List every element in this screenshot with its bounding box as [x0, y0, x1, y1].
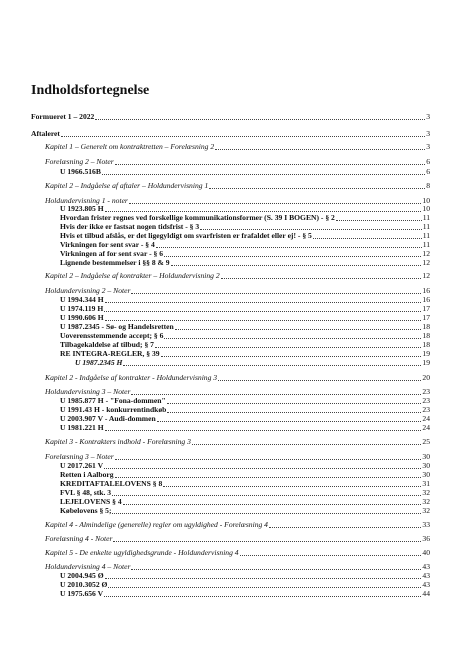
toc-entry-title: Holdundervisning 3 – Noter	[45, 387, 131, 396]
toc-entry-title: U 2017.261 V	[60, 461, 104, 470]
toc-entry-title: U 1994.344 H	[60, 295, 104, 304]
dot-leader	[200, 227, 422, 230]
toc-entry-title: U 2004.945 Ø	[60, 571, 104, 580]
toc-entry-title: Kapitel 5 - De enkelte ugyldighedsgrunde - Holdundervisning 4	[45, 548, 239, 557]
toc-entry-page-number: 43	[422, 580, 430, 589]
dot-leader	[215, 147, 425, 150]
toc-entry-title: Holdundervisning 1 - noter	[45, 196, 128, 205]
toc-entry-page-number: 30	[422, 452, 430, 461]
dot-leader	[218, 378, 421, 381]
toc-entry-title: Kapitel 2 - Indgåelse af kontrakter - Holdundervisning 3	[45, 373, 218, 382]
toc-entry-title: U 1991.43 H - konkurrentindkøb	[60, 405, 167, 414]
toc-entry-page-number: 17	[422, 304, 430, 313]
dot-leader	[102, 172, 425, 175]
dot-leader	[171, 263, 422, 266]
dot-leader	[192, 442, 422, 445]
toc-entry[interactable]	[45, 157, 430, 167]
toc-entry-page-number: 24	[422, 423, 430, 432]
toc-entry-page-number: 23	[422, 396, 430, 405]
toc-entry-title: LEJELOVENS § 4	[60, 497, 122, 506]
toc-entry-page-number: 18	[422, 340, 430, 349]
dot-leader	[164, 336, 421, 339]
dot-leader	[105, 576, 422, 579]
toc-entry-title: Retten i Aalborg	[60, 470, 114, 479]
toc-entry[interactable]	[45, 271, 430, 281]
toc-entry-page-number: 23	[422, 387, 430, 396]
toc-entry-title: Uoverensstemmende accept; § 6	[60, 331, 164, 340]
toc-entry-title: U 2010.3052 Ø	[60, 580, 108, 589]
dot-leader	[167, 410, 421, 413]
toc-entry-title: Lignende bestemmelser i §§ 8 & 9	[60, 258, 170, 267]
toc-entry-page-number: 3	[426, 142, 430, 151]
toc-entry-title: U 1923.805 H	[60, 204, 104, 213]
dot-leader	[175, 327, 422, 330]
toc-entry-page-number: 40	[422, 548, 430, 557]
dot-leader	[131, 392, 421, 395]
toc-entry[interactable]	[45, 534, 430, 544]
toc-entry[interactable]	[60, 506, 430, 516]
toc-entry-page-number: 11	[422, 213, 430, 222]
toc-entry-page-number: 17	[422, 313, 430, 322]
toc-entry-title: Kapitel 2 – Indgåelse af aftaler – Holdundervisning 1	[45, 181, 209, 190]
dot-leader	[104, 594, 421, 597]
toc-entry-title: U 1987.2345 - Sø- og Handelsretten	[60, 322, 174, 331]
toc-entry-title: Forelæsning 2 – Noter	[45, 157, 114, 166]
toc-entry-title: Hvordan frister regnes ved forskellige kommunikationsformer (S. 39 I BOGEN) - § 2	[60, 213, 335, 222]
dot-leader	[131, 291, 421, 294]
toc-entry-page-number: 10	[422, 204, 430, 213]
toc-entry-page-number: 6	[426, 167, 430, 176]
toc-entry-page-number: 11	[422, 222, 430, 231]
dot-leader	[209, 186, 425, 189]
toc-entry-page-number: 6	[426, 157, 430, 166]
toc-entry[interactable]	[45, 373, 430, 383]
toc-entry-title: Forelæsning 4 - Noter	[45, 534, 113, 543]
toc-entry-page-number: 20	[422, 373, 430, 382]
toc-heading: Indholdsfortegnelse	[31, 83, 150, 98]
toc-entry-title: Holdundervisning 2 – Noter	[45, 286, 131, 295]
toc-entry-title: RE INTEGRA-REGLER, § 39	[60, 349, 160, 358]
toc-entry-title: Virkningen for sent svar - § 4	[60, 240, 155, 249]
dot-leader	[105, 428, 422, 431]
toc-entry[interactable]	[31, 112, 430, 122]
toc-entry[interactable]	[60, 589, 430, 599]
toc-entry[interactable]	[45, 520, 430, 530]
toc-entry-page-number: 18	[422, 331, 430, 340]
toc-entry-page-number: 32	[422, 506, 430, 515]
dot-leader	[104, 466, 421, 469]
toc-entry-title: Kapitel 3 - Kontrakters indhold - Forelæsning 3	[45, 437, 191, 446]
dot-leader	[112, 493, 421, 496]
dot-leader	[163, 484, 421, 487]
toc-entry-title: Virkningen af for sent svar - § 6	[60, 249, 164, 258]
toc-entry[interactable]	[45, 548, 430, 558]
toc-entry-title: U 2003.907 V - Audi-dommen	[60, 414, 156, 423]
toc-entry-page-number: 30	[422, 470, 430, 479]
toc-entry-title: Aftaleret	[31, 129, 60, 138]
dot-leader	[156, 245, 422, 248]
dot-leader	[164, 254, 421, 257]
toc-entry-title: Tilbagekaldelse af tilbud; § 7	[60, 340, 154, 349]
toc-entry-title: U 1985.877 H - "Fona-dommen"	[60, 396, 166, 405]
toc-entry-title: FVL § 48, stk. 3	[60, 488, 112, 497]
dot-leader	[123, 363, 421, 366]
toc-entry[interactable]	[45, 181, 430, 191]
toc-entry-page-number: 24	[422, 414, 430, 423]
dot-leader	[108, 585, 421, 588]
toc-entry-page-number: 12	[422, 258, 430, 267]
dot-leader	[167, 401, 422, 404]
toc-entry-page-number: 3	[426, 112, 430, 121]
toc-entry[interactable]	[45, 142, 430, 152]
dot-leader	[336, 218, 422, 221]
dot-leader	[313, 236, 422, 239]
toc-entry[interactable]	[60, 423, 430, 433]
toc-entry-title: KREDITAFTALELOVENS § 8	[60, 479, 163, 488]
dot-leader	[115, 457, 422, 460]
dot-leader	[105, 318, 422, 321]
toc-entry-page-number: 25	[422, 437, 430, 446]
dot-leader	[131, 567, 421, 570]
toc-entry-title: Kapitel 4 - Almindelige (generelle) regler om ugyldighed - Forelæsning 4	[45, 520, 268, 529]
toc-entry[interactable]	[45, 437, 430, 447]
toc-entry-page-number: 32	[422, 497, 430, 506]
dot-leader	[221, 276, 422, 279]
dot-leader	[113, 539, 421, 542]
toc-entry-title: Formueret 1 – 2022	[31, 112, 95, 121]
toc-entry-page-number: 18	[422, 322, 430, 331]
toc-entry-page-number: 19	[422, 358, 430, 367]
toc-entry-page-number: 32	[422, 488, 430, 497]
toc-entry-title: Kapitel 1 – Generelt om kontraktretten – Forelæsning 2	[45, 142, 215, 151]
toc-entry-title: Hvis der ikke er fastsat nogen tidsfrist - § 3	[60, 222, 200, 231]
toc-entry-title: Forelæsning 3 – Noter	[45, 452, 114, 461]
toc-entry[interactable]	[31, 129, 430, 139]
toc-entry-page-number: 44	[422, 589, 430, 598]
toc-entry-page-number: 10	[422, 196, 430, 205]
dot-leader	[155, 345, 421, 348]
toc-entry-title: Hvis et tilbud afslås, er det ligegyldigt om svarfristen er frafaldet eller ej! - § 5	[60, 231, 312, 240]
toc-entry[interactable]	[60, 258, 430, 268]
toc-entry-title: Holdundervisning 4 – Noter	[45, 562, 131, 571]
toc-entry-title: U 1981.221 H	[60, 423, 104, 432]
toc-entry-page-number: 36	[422, 534, 430, 543]
toc-entry[interactable]	[60, 167, 430, 177]
toc-entry-page-number: 19	[422, 349, 430, 358]
dot-leader	[105, 300, 422, 303]
dot-leader	[105, 209, 422, 212]
dot-leader	[115, 475, 422, 478]
dot-leader	[269, 525, 421, 528]
dot-leader	[161, 354, 422, 357]
toc-entry-page-number: 3	[426, 129, 430, 138]
toc-entry-page-number: 11	[422, 231, 430, 240]
toc-entry-title: Købelovens § 5;	[60, 506, 112, 515]
toc-entry-page-number: 30	[422, 461, 430, 470]
toc-entry-page-number: 43	[422, 562, 430, 571]
toc-entry-page-number: 12	[422, 271, 430, 280]
toc-entry-page-number: 8	[426, 181, 430, 190]
toc-entry-page-number: 33	[422, 520, 430, 529]
toc-entry-page-number: 11	[422, 240, 430, 249]
toc-entry-page-number: 12	[422, 249, 430, 258]
dot-leader	[123, 502, 422, 505]
dot-leader	[104, 309, 421, 312]
toc-entry-title: U 1966.516B	[60, 167, 101, 176]
toc-entry-page-number: 23	[422, 405, 430, 414]
dot-leader	[95, 117, 425, 120]
toc-entry-page-number: 16	[422, 286, 430, 295]
toc-entry-page-number: 31	[422, 479, 430, 488]
toc-entry[interactable]	[75, 358, 430, 368]
dot-leader	[240, 553, 422, 556]
toc-entry-title: Kapitel 2 – Indgåelse af kontrakter – Holdundervisning 2	[45, 271, 220, 280]
dot-leader	[115, 162, 426, 165]
dot-leader	[61, 134, 425, 137]
toc-entry-title: U 1990.606 H	[60, 313, 104, 322]
dot-leader	[157, 419, 422, 422]
toc-entry-title: U 1975.656 V	[60, 589, 104, 598]
dot-leader	[112, 511, 421, 514]
toc-entry-title: U 1987.2345 H	[75, 358, 123, 367]
toc-entry-title: U 1974.119 H	[60, 304, 104, 313]
toc-entry-page-number: 43	[422, 571, 430, 580]
toc-entry-page-number: 16	[422, 295, 430, 304]
